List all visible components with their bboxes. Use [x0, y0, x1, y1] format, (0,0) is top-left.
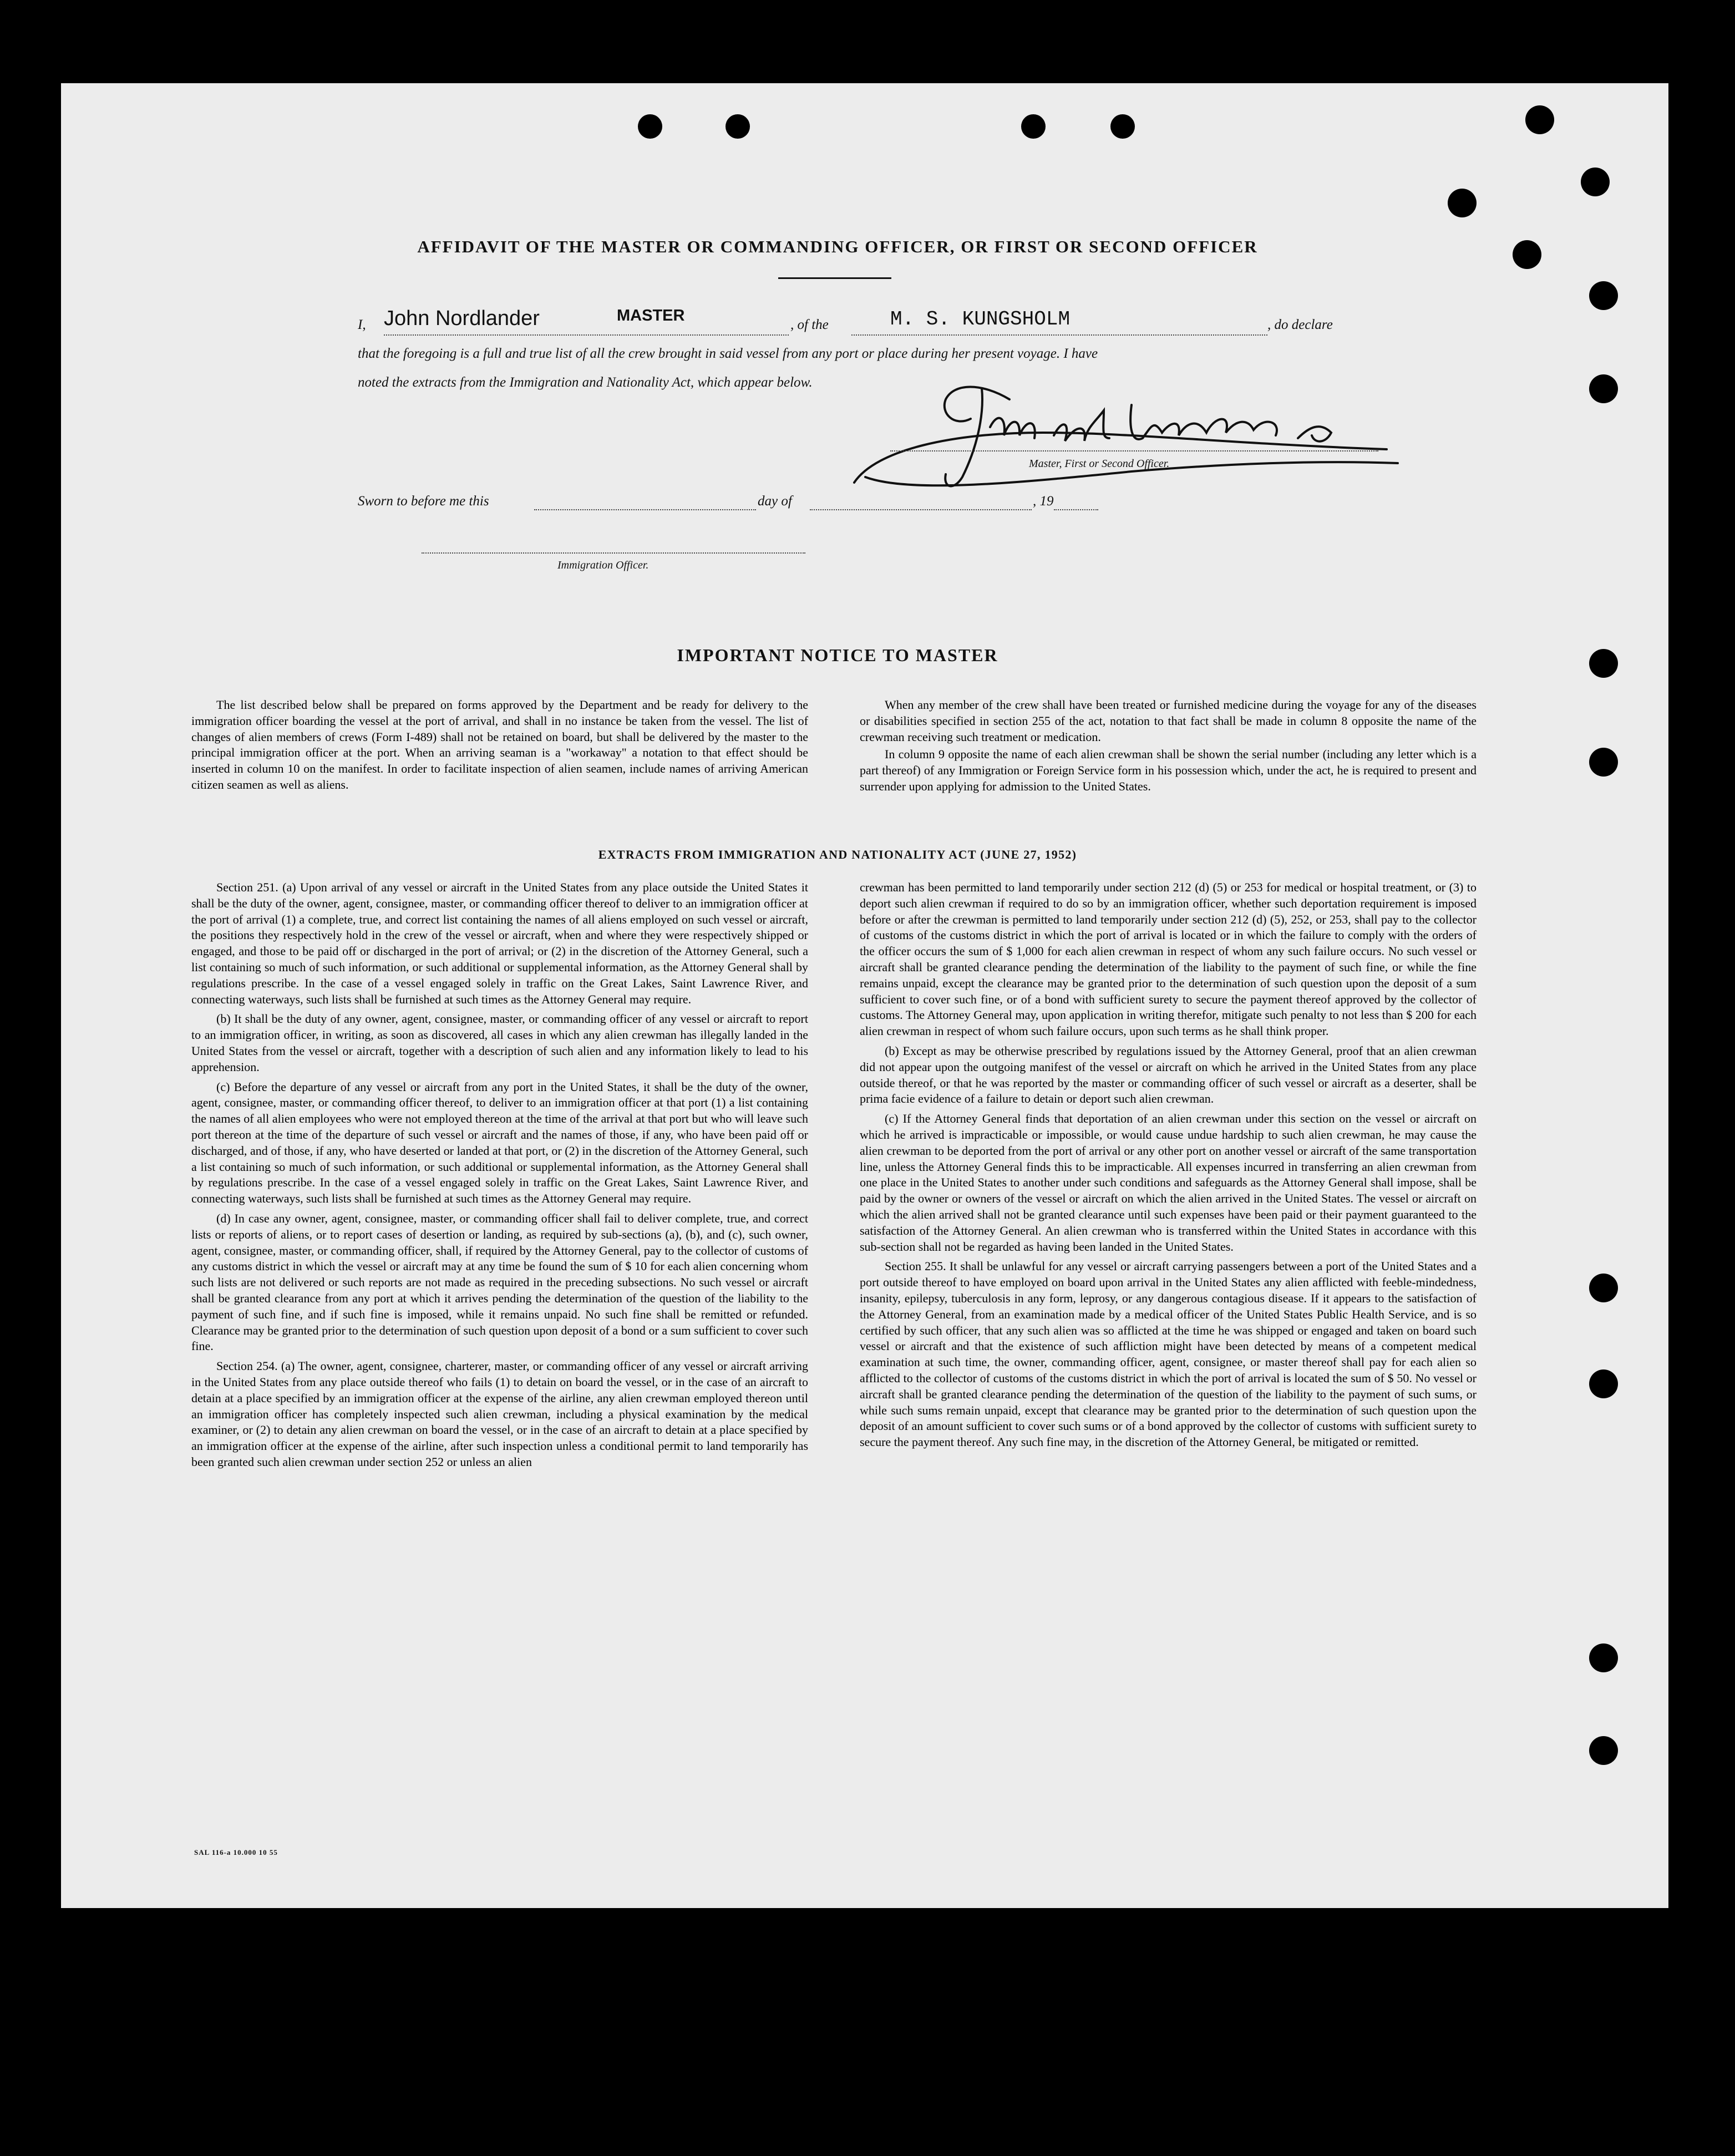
master-signature: [843, 366, 1409, 499]
act-section-paragraph: Section 251. (a) Upon arrival of any vessel or aircraft in the United States from any place outside the United States it shall be the duty of the owner, agent, consignee, master, or commanding officer thereof to deliver to an immigration officer at the port of arrival (1) a complete, true, and correct list containing the names of all aliens employed on such vessel or aircraft, the positions they respectively hold in the crew of the vessel or aircraft, when and where they were respectively shipped or engaged, and those to be paid off or discharged in the port of arrival; or (2) in the discretion of the Attorney General, such a list containing so much of such information, or such additional or supplemental information, as the Attorney General shall by regulations prescribe. In the case of a vessel engaged solely in traffic on the Great Lakes, Saint Lawrence River, and connecting waterways, such lists shall be furnished at such times as the Attorney General may require.: [191, 880, 808, 1006]
punch-hole: [1581, 168, 1610, 196]
form-code: SAL 116-a 10.000 10 55: [194, 1848, 278, 1856]
act-section-paragraph: Section 255. It shall be unlawful for any vessel or aircraft carrying passengers between a port of the United States and a port outside thereof to have employed on board upon arrival in the United States any alien afflicted with feeble-mindedness, insanity, epilepsy, tuberculosis in any form, leprosy, or any dangerous contagious disease. If it appears to the satisfaction of the Attorney General, from an examination made by a medical officer of the United States Public Health Service, and is so certified by such officer, that any such alien was so afflicted at the time he was shipped or engaged and taken on board such vessel or aircraft and that the existence of such affliction might have been detected by means of a competent medical examination at such time, the owner, commanding officer, agent, consignee, or master thereof shall pay for each alien so afflicted to the collector of customs of the customs district in which the port of arrival is located the sum of $ 50. No vessel or aircraft shall be granted clearance pending the determination of the question of the liability to the payment of such sums, or while such sums remain unpaid, except that clearance may be granted prior to the determination of such question upon the deposit of an amount sufficient to cover such sums or of a bond approved by the collector of customs with sufficient surety to secure the payment thereof. Any such fine may, in the discretion of the Attorney General, be mitigated or remitted.: [860, 1259, 1477, 1449]
act-section-paragraph: (b) It shall be the duty of any owner, agent, consignee, master, or commanding officer of any vessel or aircraft to report to an immigration officer, in writing, as soon as discovered, all cases in which any alien crewman has illegally landed in the United States from the vessel or aircraft, together with a description of such alien and any information likely to lead to his apprehension.: [191, 1012, 808, 1074]
punch-hole: [1525, 105, 1554, 134]
affidavit-line-2: that the foregoing is a full and true list of all the crew brought in said vessel from any port or place during her present voyage. I have: [358, 346, 1098, 361]
affidavit-title: AFFIDAVIT OF THE MASTER OR COMMANDING OFFICER, OR FIRST OR SECOND OFFICER: [417, 237, 1258, 256]
punch-hole: [1589, 1369, 1618, 1398]
punch-hole: [1589, 649, 1618, 678]
punch-hole: [1021, 114, 1046, 139]
notice-paragraph: In column 9 opposite the name of each alien crewman shall be shown the serial number (including any letter which is a part thereof) of any Immigration or Foreign Service form in his possession which, under the act, he is required to present and surrender upon applying for admission to the United States.: [860, 747, 1477, 793]
signature-caption: Master, First or Second Officer.: [1029, 458, 1170, 470]
act-section-paragraph: (c) Before the departure of any vessel or aircraft from any port in the United States, it shall be the duty of the owner, agent, consignee, master, or commanding officer thereof, to deliver to an immigration officer at that port (1) a list containing the names of all alien employees who were not employed thereon at the time of the arrival at that port but who will leave such port thereon at the time of the departure of such vessel or aircraft and the names of those, if any, who have been paid off or discharged, and of those, if any, who have deserted or landed at that port, or (2) in the discretion of the Attorney General, such a list containing so much of such information, or such additional or supplemental information, as the Attorney General shall by regulations prescribe. In the case of a vessel engaged solely in traffic on the Great Lakes, Saint Lawrence River, and connecting waterways, such lists shall be furnished at such times as the Attorney General may require.: [191, 1079, 808, 1206]
punch-hole: [1110, 114, 1135, 139]
extracts-title: EXTRACTS FROM IMMIGRATION AND NATIONALITY ACT (JUNE 27, 1952): [598, 848, 1077, 861]
punch-hole: [1589, 748, 1618, 777]
notice-title: IMPORTANT NOTICE TO MASTER: [677, 645, 998, 665]
act-section-paragraph: crewman has been permitted to land temporarily under section 212 (d) (5) or 253 for medical or hospital treatment, or (3) to deport such alien crewman if required to do so by an immigration officer, whether such deportation requirement is imposed before or after the crewman is permitted to land temporarily under section 212 (d) (5), 252, or 253, shall pay to the collector of customs of the customs district in which the port of arrival is located or in which the failure to comply with the orders of the officer occurs the sum of $ 1,000 for each alien crewman in respect of whom any such failure occurs. No such vessel or aircraft shall be granted clearance pending the determination of the liability to the payment of such fine, or while the fine remains unpaid, except the clearance may be granted prior to the determination of such question upon the deposit of a sum sufficient to cover such fine, or of a bond with sufficient surety to secure the payment thereof approved by the collector of customs. The Attorney General may, upon application in writing therefor, mitigate such penalty to not less than $ 200 for each alien crewman in respect of whom such failure occurs, upon such terms as he shall think proper.: [860, 880, 1477, 1038]
punch-hole: [1513, 240, 1541, 269]
punch-hole: [1589, 374, 1618, 403]
punch-hole: [1589, 281, 1618, 310]
title-rule: [778, 277, 891, 279]
punch-hole: [1589, 1274, 1618, 1302]
punch-hole: [1589, 1736, 1618, 1765]
notice-left-column: [191, 697, 808, 793]
punch-hole: [1589, 1643, 1618, 1672]
notice-right-column: [860, 697, 1477, 795]
of-the-text: , of the: [790, 317, 829, 332]
punch-hole: [638, 114, 662, 139]
immigration-officer-caption: Immigration Officer.: [557, 559, 649, 571]
year-text: , 19: [1033, 494, 1054, 509]
affidavit-i: I,: [358, 317, 366, 332]
vessel-name: M. S. KUNGSHOLM: [890, 308, 1071, 331]
act-section-paragraph: (d) In case any owner, agent, consignee, master, or commanding officer shall fail to deliver complete, true, and correct lists or reports of aliens, or to report cases of desertion or landing, as required by sub-sections (a), (b), and (c), such owner, agent, consignee, master, or commanding officer, shall, if required by the Attorney General, pay to the collector of customs of any customs district in which the vessel or aircraft may at any time be found the sum of $ 10 for each alien concerning whom such lists are not delivered or such reports are not made as required in the preceding subsections. No such vessel or aircraft shall be granted clearance from any port at which it arrives pending the determination of the question of the liability to the payment of such fine, and if such fine is imposed, while it remains unpaid. No such fine shall be remitted or refunded. Clearance may be granted prior to the determination of such question upon deposit of a bond or a sum sufficient to cover such fine.: [191, 1211, 808, 1353]
master-name: John Nordlander: [384, 307, 540, 330]
extracts-right-column: [860, 880, 1477, 1450]
extracts-left-column: [191, 880, 808, 1470]
notice-paragraph: When any member of the crew shall have been treated or furnished medicine during the voyage for any of the diseases or disabilities specified in section 255 of the act, notation to that fact shall be made in column 8 opposite the name of the crewman receiving such treatment or medication.: [860, 698, 1477, 744]
act-section-paragraph: Section 254. (a) The owner, agent, consignee, charterer, master, or commanding officer of any vessel or aircraft arriving in the United States from any place outside thereof who fails (1) to detain on board the vessel, or in the case of an aircraft to detain at a place specified by an immigration officer at the expense of the airline, any alien crewman employed thereon until an immigration officer has completely inspected such alien crewman, including a physical examination by the medical examiner, or (2) to detain any alien crewman on board the vessel, or in the case of an aircraft to detain at a place specified by an immigration officer at the expense of the airline, after such inspection unless a conditional permit to land temporarily has been granted such alien crewman under section 252 or unless an alien: [191, 1359, 808, 1469]
sworn-text: Sworn to before me this: [358, 494, 489, 509]
punch-hole: [1448, 189, 1477, 217]
punch-hole: [726, 114, 750, 139]
master-rank: MASTER: [617, 307, 685, 324]
act-section-paragraph: (c) If the Attorney General finds that deportation of an alien crewman under this section on the vessel or aircraft on which he arrived is impracticable or impossible, or would cause undue hardship to such alien crewman, he may cause the alien crewman to be deported from the port of arrival or any other port on another vessel or aircraft of the same transportation line, unless the Attorney General finds this to be impracticable. All expenses incurred in transferring an alien crewman from one place in the United States to another under such conditions and safeguards as the Attorney General shall impose, shall be paid by the owner or owners of the vessel or aircraft on which the alien arrived in the United States. The vessel or aircraft on which the alien arrived shall not be granted clearance until such expenses have been paid or their payment guaranteed to the satisfaction of the Attorney General. An alien crewman who is transferred within the United States in accordance with this sub-section shall not be regarded as having been landed in the United States.: [860, 1112, 1477, 1254]
day-of-text: day of: [758, 494, 792, 509]
act-section-paragraph: (b) Except as may be otherwise prescribed by regulations issued by the Attorney General, proof that an alien crewman did not appear upon the outgoing manifest of the vessel or aircraft on which he arrived in the United States from any place outside thereof, or that he was reported by the master or commanding officer of such vessel or aircraft as a deserter, shall be prima facie evidence of a failure to detain or deport such alien crewman.: [860, 1043, 1477, 1106]
notice-paragraph: The list described below shall be prepared on forms approved by the Department and be ready for delivery to the immigration officer boarding the vessel at the port of arrival, and shall in no instance be taken from the vessel. The list of changes of alien members of crews (Form I-489) shall not be retained on board, but shall be delivered by the master to the principal immigration officer at the port. When an arriving seaman is a "workaway" a notation to that effect should be inserted in column 10 on the manifest. In order to facilitate inspection of alien seamen, include names of arriving American citizen seamen as well as aliens.: [191, 698, 808, 792]
affidavit-line-3: noted the extracts from the Immigration and Nationality Act, which appear below.: [358, 375, 813, 390]
do-declare-text: , do declare: [1267, 317, 1333, 332]
